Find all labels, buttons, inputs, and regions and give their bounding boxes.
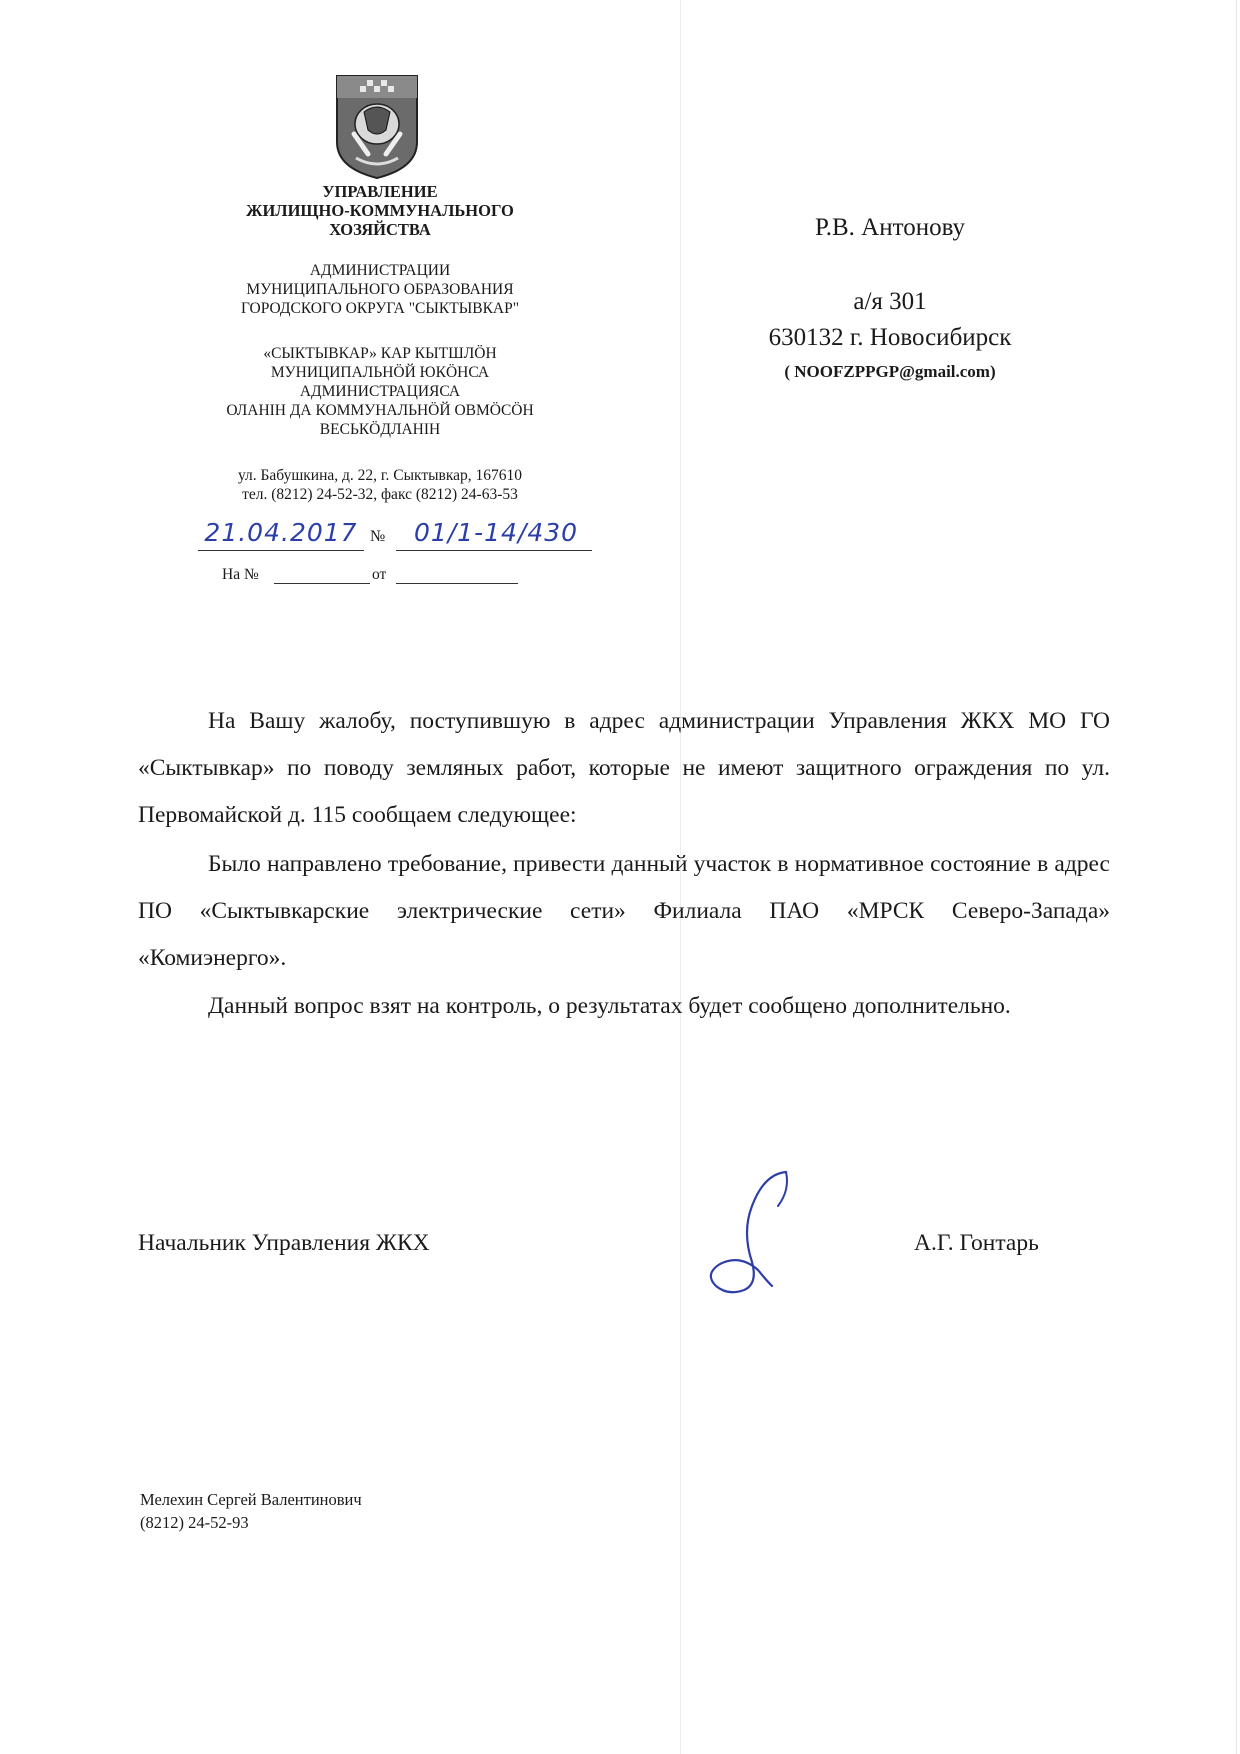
admin-line: МУНИЦИПАЛЬНОГО ОБРАЗОВАНИЯ [246, 281, 514, 298]
body-paragraph [138, 841, 1110, 982]
komi-line: «СЫКТЫВКАР» КАР КЫТШЛÖН [263, 345, 497, 362]
komi-line: МУНИЦИПАЛЬНÖЙ ЮКÖНСА [270, 364, 490, 381]
registration-number-underline [396, 550, 592, 551]
komi-line: ОЛАНІН ДА КОММУНАЛЬНÖЙ ОВМÖСÖН [226, 402, 534, 419]
signatory-name: А.Г. Гонтарь [914, 1230, 1039, 1256]
org-admin-komi [170, 344, 590, 439]
org-line: УПРАВЛЕНИЕ [322, 182, 438, 201]
executor-name: Мелехин Сергей Валентинович [140, 1490, 362, 1509]
reference-number-blank [274, 583, 370, 584]
paragraph-text: Данный вопрос взят на контроль, о результатах будет сообщено дополнительно. [208, 993, 1011, 1019]
reference-line [222, 566, 542, 590]
registration-date: 21.04.2017 [204, 518, 358, 547]
org-contacts [170, 466, 590, 504]
body-paragraph [138, 983, 1110, 1030]
reference-from-blank [396, 583, 518, 584]
admin-line: ГОРОДСКОГО ОКРУГА "СЫКТЫВКАР" [240, 300, 520, 317]
org-phone: тел. (8212) 24-52-32, факс (8212) 24-63-53 [242, 486, 518, 503]
recipient-city: 630132 г. Новосибирск [768, 324, 1012, 351]
coat-of-arms-icon [334, 72, 420, 180]
org-address: ул. Бабушкина, д. 22, г. Сыктывкар, 167610 [237, 467, 523, 484]
body-paragraph [138, 698, 1110, 839]
org-line: ЖИЛИЩНО-КОММУНАЛЬНОГО [246, 201, 514, 220]
komi-line: ВЕСЬКÖДЛАНІН [319, 421, 441, 438]
recipient-name: Р.В. Антонову [814, 214, 966, 241]
paragraph-text: Было направлено требование, привести данный участок в нормативное состояние в адрес ПО «Сыктывкарские электрические сети» Филиала ПАО «МРСК Северо-Запада» «Комиэнерго». [138, 851, 1110, 971]
komi-line: АДМИНИСТРАЦИЯСА [299, 383, 461, 400]
admin-line: АДМИНИСТРАЦИИ [309, 262, 451, 279]
org-name [170, 182, 590, 239]
paragraph-text: На Вашу жалобу, поступившую в адрес администрации Управления ЖКХ МО ГО «Сыктывкар» по поводу земляных работ, которые не имеют защитного ограждения по ул. Первомайской д. 115 сообщаем следующее: [138, 708, 1110, 828]
registration-line [196, 518, 596, 554]
executor-phone: (8212) 24-52-93 [140, 1513, 249, 1532]
recipient-po-box: а/я 301 [853, 288, 927, 315]
reference-from-label: от [372, 566, 387, 583]
org-admin-russian [170, 261, 590, 318]
scan-edge-line [1236, 0, 1237, 1754]
recipient-email: ( NOOFZPPGP@gmail.com) [784, 362, 996, 381]
org-line: ХОЗЯЙСТВА [329, 220, 431, 239]
handwritten-signature-icon [694, 1166, 814, 1302]
executor-info [140, 1488, 362, 1534]
registration-number-label: № [370, 528, 386, 545]
registration-date-underline [198, 550, 364, 551]
reference-number-label: На № [222, 566, 259, 583]
registration-number: 01/1-14/430 [413, 518, 579, 547]
signatory-title: Начальник Управления ЖКХ [138, 1230, 430, 1256]
